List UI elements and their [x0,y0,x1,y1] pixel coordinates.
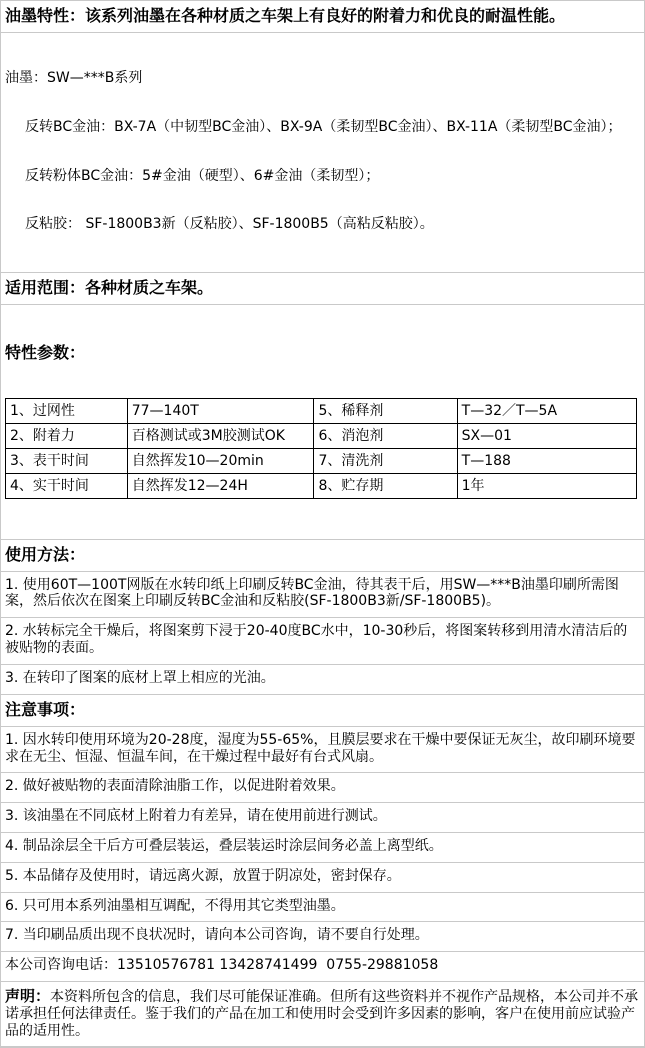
note-item-5: 5. 本品储存及使用时，请远离火源，放置于阴凉处，密封保存。 [1,863,644,893]
param-value: 百格测试或3M胶测试OK [127,424,314,449]
notes-title: 注意事项： [1,695,644,727]
param-value: 1年 [457,474,636,499]
usage-title: 使用方法： [1,540,644,572]
parameters-section [1,305,644,539]
param-label: 8、贮存期 [314,474,457,499]
param-value: T—188 [457,449,636,474]
param-value: T—32／T—5A [457,398,636,423]
usage-item-1: 1. 使用60T—100T网版在水转印纸上印刷反转BC金油，待其表干后，用SW—***B油墨印刷所需图案，然后依次在图案上印刷反转BC金油和反粘胶(SF-1800B3新/SF-1800B5)。 [1,572,644,619]
param-value: 自然挥发12—24H [127,474,314,499]
usage-item-2: 2. 水转标完全干燥后，将图案剪下浸于20-40度BC水中，10-30秒后，将图案转移到用清水清洁后的被贴物的表面。 [1,618,644,665]
param-value: 77—140T [127,398,314,423]
scope-line: 适用范围：各种材质之车架。 [1,273,644,305]
statement-section [1,982,644,1047]
param-label: 5、稀释剂 [314,398,457,423]
note-item-7: 7. 当印刷品质出现不良状况时，请向本公司咨询，请不要自行处理。 [1,922,644,952]
note-item-3: 3. 该油墨在不同底材上附着力有差异，请在使用前进行测试。 [1,803,644,833]
param-label: 4、实干时间 [6,474,128,499]
note-item-4: 4. 制品涂层全干后方可叠层装运，叠层装运时涂层间务必盖上离型纸。 [1,833,644,863]
param-label: 7、清洗剂 [314,449,457,474]
statement-text: 本资料所包含的信息，我们尽可能保证准确。但所有这些资料并不视作产品规格，本公司并不承诺承担任何法律责任。鉴于我们的产品在加工和使用时会受到许多因素的影响，客户在使用前应试验产品的适用性。 [5,989,639,1039]
param-value: 自然挥发10—20min [127,449,314,474]
usage-item-3: 3. 在转印了图案的底材上罩上相应的光油。 [1,665,644,695]
param-label: 1、过网性 [6,398,128,423]
contact-phone-line: 本公司咨询电话：13510576781 13428741499 0755-29881058 [1,952,644,982]
note-item-6: 6. 只可用本系列油墨相互调配，不得用其它类型油墨。 [1,893,644,923]
note-item-2: 2. 做好被贴物的表面清除油脂工作，以促进附着效果。 [1,773,644,803]
table-row [6,449,637,474]
param-label: 3、表干时间 [6,449,128,474]
parameters-table [5,398,637,499]
ink-series-line-adhesive: 反粘胶： SF-1800B3新（反粘胶）、SF-1800B5（高粘反粘胶）。 [25,216,434,233]
statement-label: 声明： [5,987,51,1006]
param-label: 2、附着力 [6,424,128,449]
parameters-title: 特性参数： [5,342,86,362]
ink-series-line-powder-oil: 反转粉体BC金油：5#金油（硬型）、6#金油（柔韧型）； [25,167,380,184]
ink-feature-line: 油墨特性：该系列油墨在各种材质之车架上有良好的附着力和优良的耐温性能。 [1,1,644,33]
param-label: 6、消泡剂 [314,424,457,449]
ink-series-title: 油墨：SW—***B系列 [5,70,143,87]
param-value: SX—01 [457,424,636,449]
note-item-1: 1. 因水转印使用环境为20-28度，湿度为55-65%，且膜层要求在干燥中要保证无灰尘，故印刷环境要求在无尘、恒湿、恒温车间，在干燥过程中最好有台式风扇。 [1,727,644,774]
ink-series-section [1,33,644,273]
ink-series-line-gold-oil: 反转BC金油：BX-7A（中韧型BC金油）、BX-9A（柔韧型BC金油）、BX-11A（柔韧型BC金油）； [25,119,622,136]
table-row [6,424,637,449]
table-row [6,398,637,423]
table-row [6,474,637,499]
